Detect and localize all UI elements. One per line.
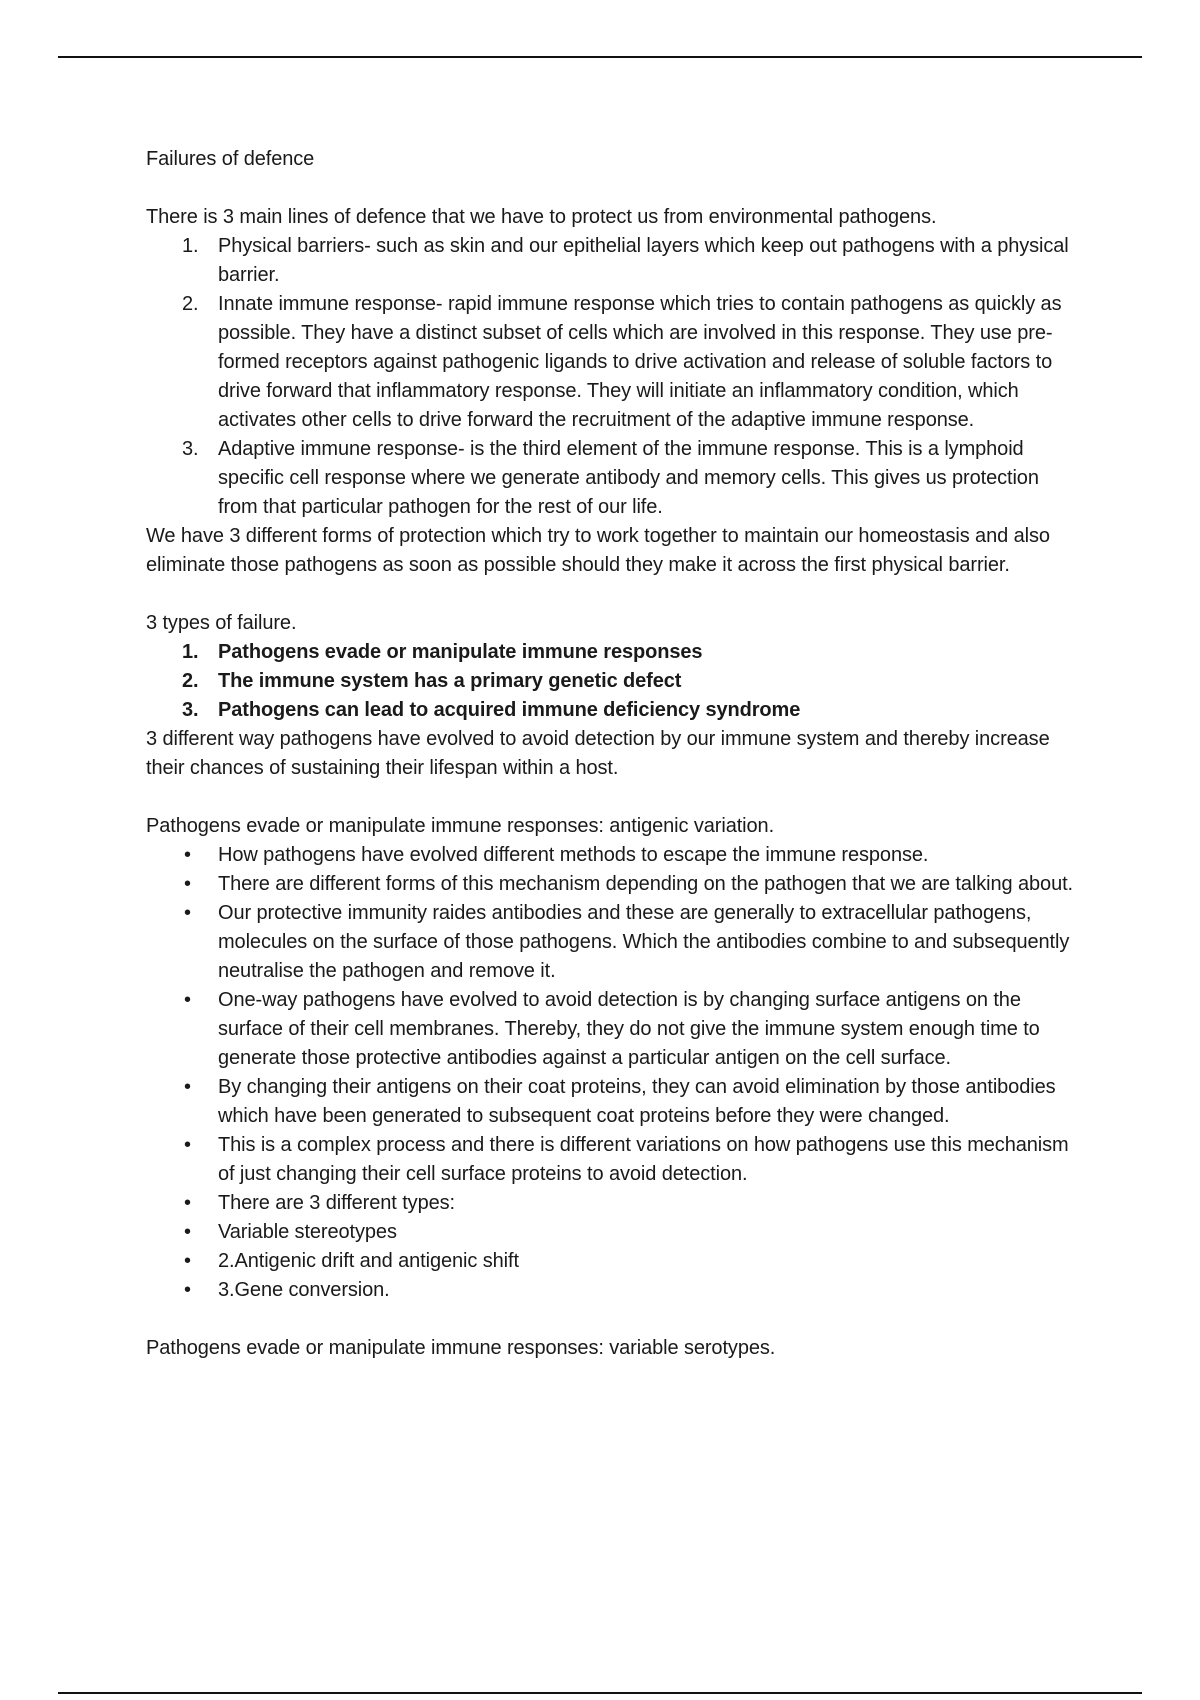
list-number: 1. (182, 235, 199, 257)
intro-paragraph: There is 3 main lines of defence that we have to protect us from environmental pathogens. (146, 206, 937, 228)
list-item (146, 638, 1076, 667)
list-item-text: Our protective immunity raides antibodies and these are generally to extracellular pathogens, molecules on the surface of those pathogens. Which the antibodies combine to and subsequently neutralise the pathogen and remove it. (218, 902, 1070, 982)
list-item-text: Physical barriers- such as skin and our epithelial layers which keep out pathogens with a physical barrier. (218, 235, 1069, 286)
bullet-icon: • (184, 1250, 191, 1272)
list-item (146, 1189, 1076, 1218)
list-item (146, 1073, 1076, 1131)
list-item-text: Innate immune response- rapid immune response which tries to contain pathogens as quickly as possible. They have a distinct subset of cells which are involved in this response. They use pre-formed receptors against pathogenic ligands to drive activation and release of soluble factors to drive forward that inflammatory response. They will initiate an inflammatory condition, which activates other cells to drive forward the recruitment of the adaptive immune response. (218, 293, 1062, 431)
list-number: 2. (182, 293, 199, 315)
list-item-text: How pathogens have evolved different methods to escape the immune response. (218, 844, 929, 866)
list-item (146, 1247, 1076, 1276)
antigenic-points-list (146, 841, 1076, 1305)
document-page (146, 145, 1076, 1363)
bullet-icon: • (184, 1221, 191, 1243)
list-item (146, 841, 1076, 870)
bullet-icon: • (184, 873, 191, 895)
failure-heading: 3 types of failure. (146, 612, 297, 634)
list-item (146, 1276, 1076, 1305)
spacer (146, 580, 1076, 609)
list-item-text: There are different forms of this mechanism depending on the pathogen that we are talking about. (218, 873, 1074, 895)
list-item (146, 435, 1076, 522)
list-item (146, 290, 1076, 435)
defence-lines-list (146, 232, 1076, 522)
header-rule (58, 56, 1142, 58)
bullet-icon: • (184, 844, 191, 866)
list-item-text: Pathogens evade or manipulate immune responses (218, 641, 703, 663)
bullet-icon: • (184, 1279, 191, 1301)
failure-types-list (146, 638, 1076, 725)
list-item-text: One-way pathogens have evolved to avoid detection is by changing surface antigens on the surface of their cell membranes. Thereby, they do not give the immune system enough time to generate those protective antibodies against a particular antigen on the cell surface. (218, 989, 1040, 1069)
bullet-icon: • (184, 1192, 191, 1214)
failure-summary: 3 different way pathogens have evolved to avoid detection by our immune system and thereby increase their chances of sustaining their lifespan within a host. (146, 728, 1050, 779)
list-item-text: This is a complex process and there is different variations on how pathogens use this mechanism of just changing their cell surface proteins to avoid detection. (218, 1134, 1069, 1185)
spacer (146, 1305, 1076, 1334)
bullet-icon: • (184, 1076, 191, 1098)
list-item-text: By changing their antigens on their coat proteins, they can avoid elimination by those antibodies which have been generated to subsequent coat proteins before they were changed. (218, 1076, 1056, 1127)
spacer (146, 783, 1076, 812)
list-item (146, 986, 1076, 1073)
antigenic-heading: Pathogens evade or manipulate immune responses: antigenic variation. (146, 815, 775, 837)
list-item-text: There are 3 different types: (218, 1192, 455, 1214)
list-item-text: 3.Gene conversion. (218, 1279, 390, 1301)
list-item (146, 232, 1076, 290)
list-number: 2. (182, 670, 199, 692)
list-item (146, 1218, 1076, 1247)
list-item (146, 870, 1076, 899)
spacer (146, 174, 1076, 203)
list-item-text: The immune system has a primary genetic defect (218, 670, 682, 692)
list-item-text: Adaptive immune response- is the third element of the immune response. This is a lymphoid specific cell response where we generate antibody and memory cells. This gives us protection from that particular pathogen for the rest of our life. (218, 438, 1039, 518)
list-item-text: Pathogens can lead to acquired immune deficiency syndrome (218, 699, 801, 721)
list-item (146, 667, 1076, 696)
list-item-text: Variable stereotypes (218, 1221, 397, 1243)
bullet-icon: • (184, 1134, 191, 1156)
footer-rule (58, 1692, 1142, 1694)
list-item-text: 2.Antigenic drift and antigenic shift (218, 1250, 519, 1272)
defence-summary: We have 3 different forms of protection which try to work together to maintain our homeostasis and also eliminate those pathogens as soon as possible should they make it across the first physical barrier. (146, 525, 1050, 576)
list-number: 1. (182, 641, 199, 663)
list-item (146, 899, 1076, 986)
bullet-icon: • (184, 989, 191, 1011)
serotypes-heading: Pathogens evade or manipulate immune responses: variable serotypes. (146, 1337, 776, 1359)
list-item (146, 1131, 1076, 1189)
list-number: 3. (182, 438, 199, 460)
list-number: 3. (182, 699, 199, 721)
list-item (146, 696, 1076, 725)
bullet-icon: • (184, 902, 191, 924)
document-title: Failures of defence (146, 148, 315, 170)
